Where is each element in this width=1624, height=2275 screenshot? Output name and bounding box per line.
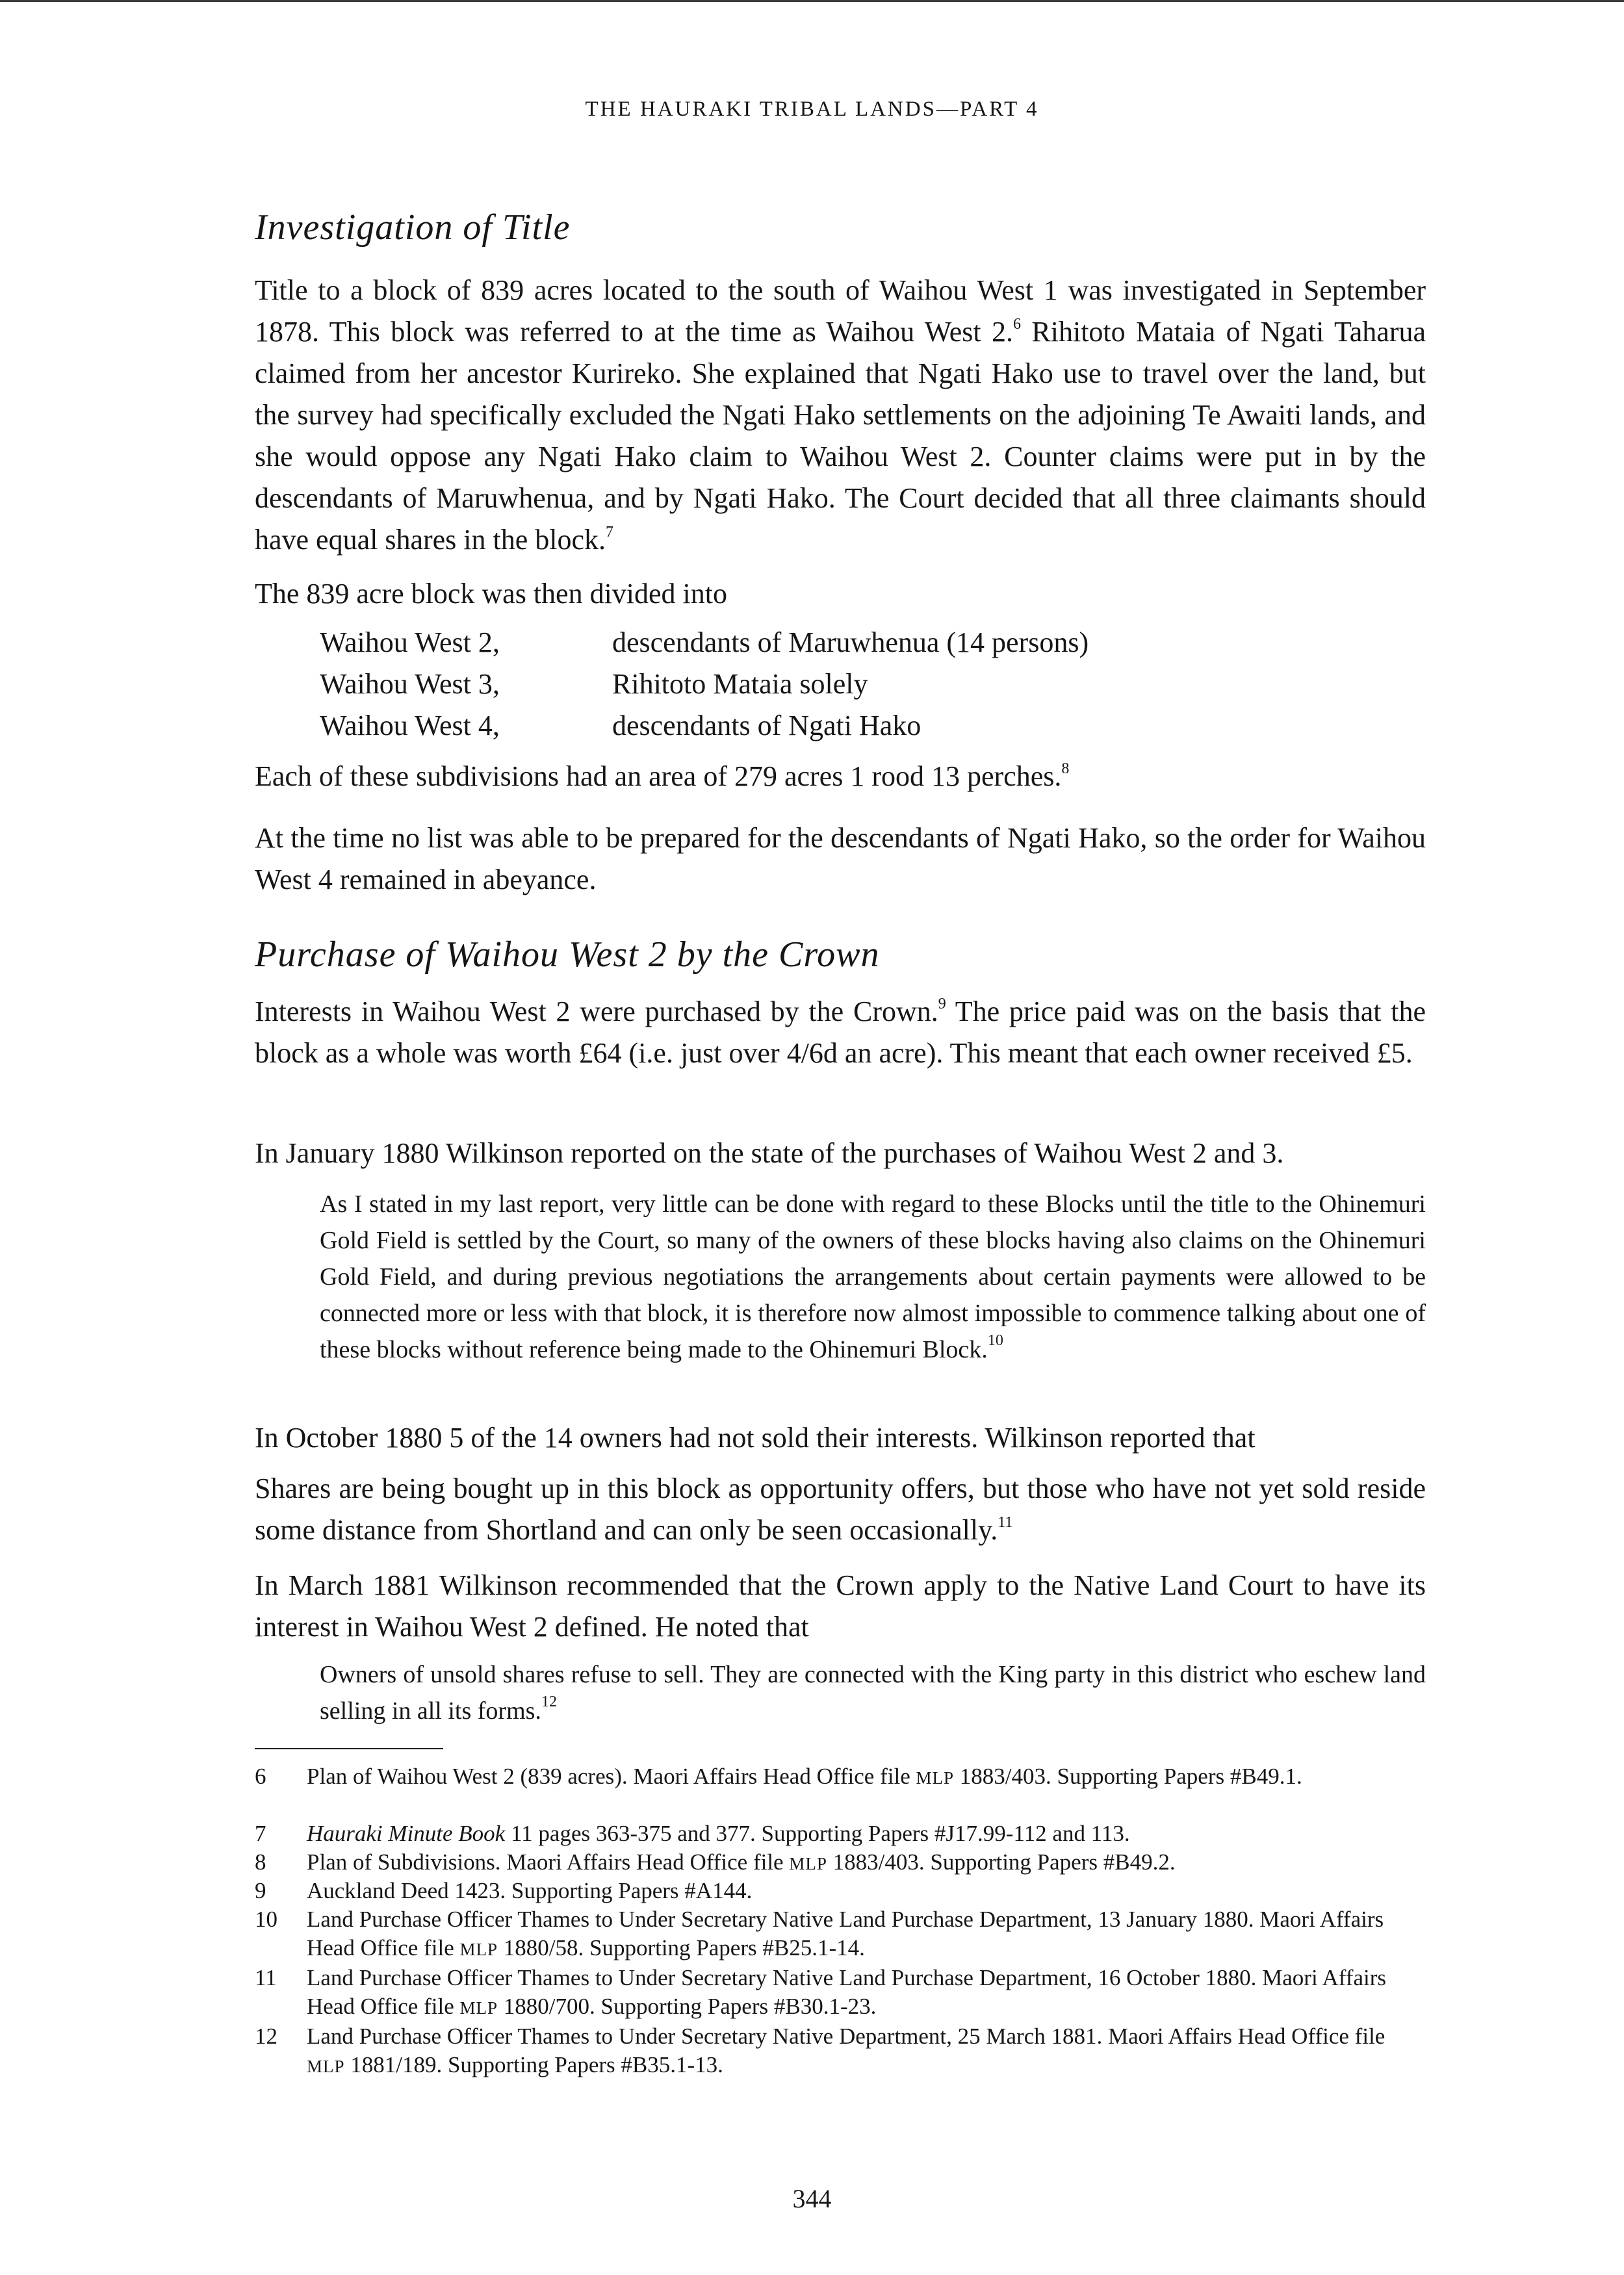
footnote-text (307, 1848, 1426, 1878)
paragraph-text: Each of these subdivisions had an area of 279 acres 1 rood 13 perches. (255, 760, 1062, 792)
footnote-ref[interactable]: 11 (998, 1513, 1013, 1531)
footnote-number: 7 (255, 1821, 266, 1846)
paragraph (255, 756, 1426, 797)
footnote-text-part: Land Purchase Officer Thames to Under Secretary Native Department, 25 March 1881. Maori Affairs Head Office file (307, 2024, 1386, 2049)
paragraph: In October 1880 5 of the 14 owners had not sold their interests. Wilkinson reported that (255, 1422, 1256, 1454)
paragraph-text: Shares are being bought up in this block as opportunity offers, but those who have not yet sold reside some distance from Shortland and can only be seen occasionally. (255, 1472, 1426, 1546)
subdivision-name: Waihou West 4, (320, 710, 500, 741)
footnote-text (307, 2022, 1426, 2081)
page-number: 344 (792, 2184, 832, 2213)
top-border (0, 0, 1624, 2)
file-prefix: MLP (789, 1854, 827, 1873)
footnote-ref[interactable]: 12 (541, 1693, 557, 1710)
footnote-ref[interactable]: 7 (606, 523, 614, 541)
footnote-number: 6 (255, 1764, 266, 1789)
paragraph-text: Interests in Waihou West 2 were purchased by the Crown. (255, 996, 938, 1027)
footnote-text (307, 1877, 1426, 1905)
footnote-text-part: Auckland Deed 1423. Supporting Papers #A144. (307, 1878, 753, 1903)
footnote-text-part: 11 pages 363-375 and 377. Supporting Papers #J17.99-112 and 113. (505, 1821, 1130, 1846)
footnote-ref[interactable]: 10 (987, 1331, 1003, 1349)
paragraph: At the time no list was able to be prepared for the descendants of Ngati Hako, so the order for Waihou West 4 remained in abeyance. (255, 822, 1426, 895)
paragraph (255, 991, 1426, 1074)
paragraph: In March 1881 Wilkinson recommended that the Crown apply to the Native Land Court to have its interest in Waihou West 2 defined. He noted that (255, 1569, 1426, 1643)
subdivision-name: Waihou West 2, (320, 626, 500, 658)
footnote-text-part: Plan of Waihou West 2 (839 acres). Maori Affairs Head Office file (307, 1764, 916, 1789)
book-title: Hauraki Minute Book (307, 1821, 506, 1846)
footnote-number: 12 (255, 2024, 277, 2049)
paragraph: The 839 acre block was then divided into (255, 578, 728, 610)
file-prefix: MLP (459, 1998, 498, 2018)
running-head: THE HAURAKI TRIBAL LANDS—PART 4 (585, 97, 1039, 121)
subdivision-owners: descendants of Maruwhenua (14 persons) (612, 626, 1089, 658)
footnote-ref[interactable]: 8 (1061, 760, 1070, 777)
footnote-text-part: 1880/58. Supporting Papers #B25.1-14. (498, 1935, 865, 1960)
paragraph: In January 1880 Wilkinson reported on the state of the purchases of Waihou West 2 and 3. (255, 1137, 1284, 1169)
footnote-number: 9 (255, 1878, 266, 1903)
quote-text: As I stated in my last report, very little can be done with regard to these Blocks until the title to the Ohinemuri Gold Field is settled by the Court, so many of the owners of these blocks having also claims on the Ohinemuri Gold Field, and during previous negotiations the arrangements about certain payments were allowed to be connected more or less with that block, it is therefore now almost impossible to commence talking about one of these blocks without reference being made to the Ohinemuri Block. (320, 1190, 1426, 1363)
subdivision-owners: descendants of Ngati Hako (612, 710, 922, 741)
file-prefix: MLP (916, 1768, 955, 1788)
block-quote (320, 1656, 1426, 1729)
block-quote (320, 1186, 1426, 1368)
file-prefix: MLP (307, 2057, 345, 2076)
footnote-text-part: 1883/403. Supporting Papers #B49.2. (827, 1849, 1176, 1875)
footnote-text (307, 1819, 1426, 1848)
paragraph-text: Rihitoto Mataia of Ngati Taharua claimed from her ancestor Kurireko. She explained that Ngati Hako use to travel over the land, but the survey had specifically excluded the Ngati Hako settlements on the adjoining Te Awaiti lands, and she would oppose any Ngati Hako claim to Waihou West 2. Counter claims were put in by the descendants of Maruwhenua, and by Ngati Hako. The Court decided that all three claimants should have equal shares in the block. (255, 316, 1426, 556)
footnote-text (307, 1762, 1426, 1792)
footnote-text (307, 1964, 1426, 2022)
paragraph (255, 1468, 1426, 1551)
quote-text: Owners of unsold shares refuse to sell. They are connected with the King party in this district who eschew land selling in all its forms. (320, 1661, 1426, 1725)
footnote-text-part: 1883/403. Supporting Papers #B49.1. (954, 1764, 1302, 1789)
file-prefix: MLP (459, 1940, 498, 1959)
subdivision-name: Waihou West 3, (320, 668, 500, 700)
section-heading-investigation: Investigation of Title (255, 207, 571, 248)
section-heading-purchase: Purchase of Waihou West 2 by the Crown (255, 934, 880, 975)
footnote-text-part: 1881/189. Supporting Papers #B35.1-13. (344, 2052, 723, 2077)
footnote-text-part: Land Purchase Officer Thames to Under Secretary Native Land Purchase Department, 16 October 1880. Maori Affairs Head Office file (307, 1965, 1386, 2019)
paragraph-text: Title to a block of 839 acres located to the south of Waihou West 1 was investigated in September 1878. This block was referred to at the time as Waihou West 2. (255, 274, 1426, 348)
footnote-divider (255, 1748, 443, 1749)
footnote-text-part: 1880/700. Supporting Papers #B30.1-23. (498, 1994, 877, 2019)
footnote-text-part: Land Purchase Officer Thames to Under Secretary Native Land Purchase Department, 13 January 1880. Maori Affairs Head Office file (307, 1907, 1384, 1960)
footnote-number: 11 (255, 1965, 277, 1990)
footnote-number: 8 (255, 1849, 266, 1875)
paragraph-text: The price paid was on the basis that the block as a whole was worth £64 (i.e. just over 4/6d an acre). This meant that each owner received £5. (255, 996, 1426, 1069)
footnote-text (307, 1905, 1426, 1964)
subdivision-owners: Rihitoto Mataia solely (612, 668, 868, 700)
paragraph (255, 270, 1426, 561)
footnote-number: 10 (255, 1907, 277, 1932)
footnote-text-part: Plan of Subdivisions. Maori Affairs Head Office file (307, 1849, 790, 1875)
footnote-ref[interactable]: 9 (938, 995, 946, 1012)
footnote-ref[interactable]: 6 (1013, 315, 1022, 333)
